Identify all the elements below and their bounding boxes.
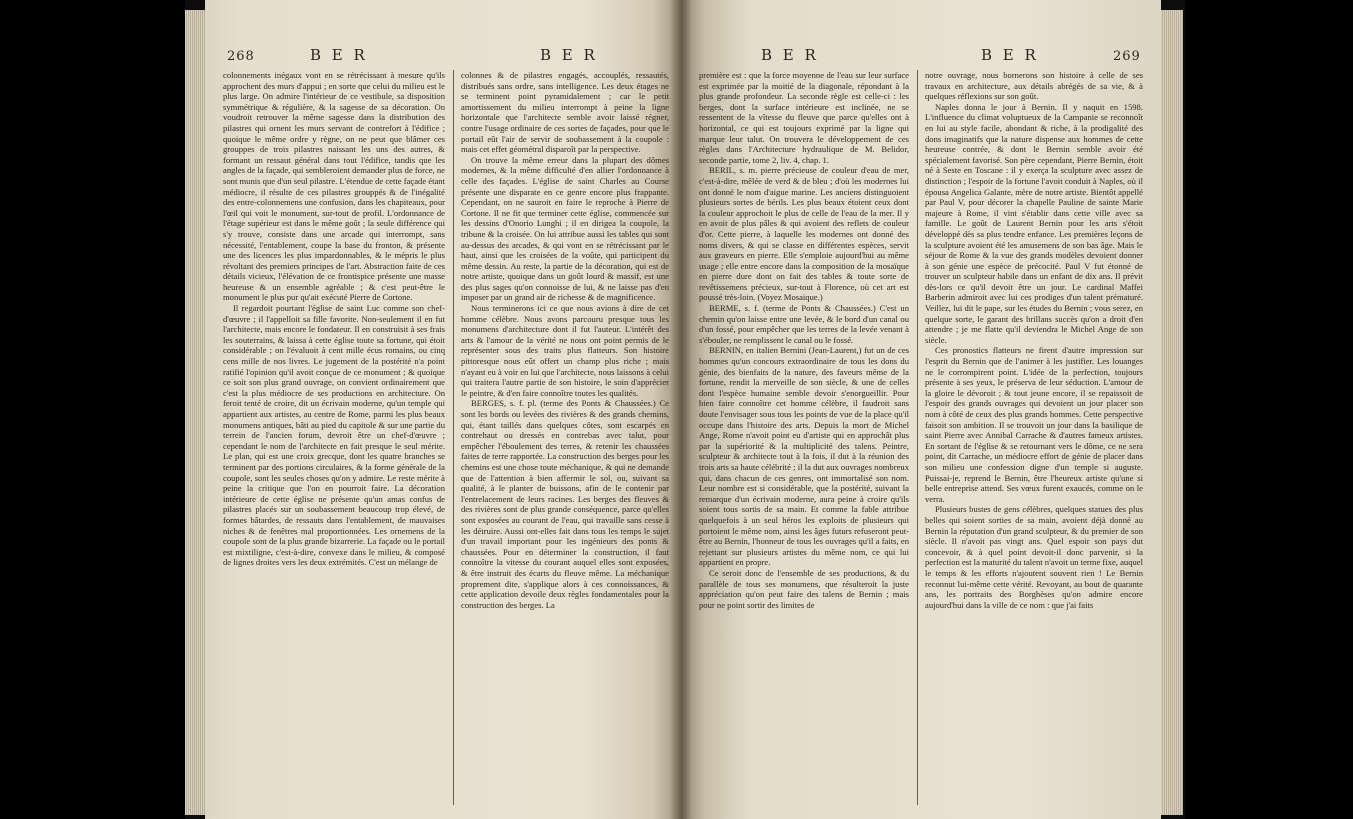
paragraph: BERME, s. f. (terme de Ponts & Chaussées.) C'est un chemin qu'on laisse entre une levée, & le bord d'un canal ou d'un fossé, pour empêcher que les terres de la levée venant à s'ébouler, ne remplissent le canal ou le fossé. [699,303,909,345]
running-header-left: B E R [761,46,819,64]
paragraph: Ces pronostics flatteurs ne firent d'autre impression sur l'esprit du Bernin que de l'animer à les justifier. Les louanges ne le corrompirent point. L'idée de la perfection, toujours présente à ses yeux, le préserva de leur séduction. L'amour de la gloire le dévoroit ; & tout jeune encore, il se repaissoit de l'espoir des grands ouvrages qui devoient un jour placer son nom à côté de ceux des plus grands hommes. Cette perspective faisoit son ambition. Il se trouvoit un jour dans la basilique de saint Pierre avec Annibal Carrache & d'autres fameux artistes. En sortant de l'église & se retournant vers le dôme, ce ne sera point, dit Carrache, un médiocre effort de génie de placer dans son milieu une confession digne d'un temple si auguste. Puissai-je, reprend le Bernin, être l'heureux artiste qu'une si belle entreprise attend. Ses vœux furent exaucés, comme on le verra. [925,345,1143,504]
paragraph: Il regardoit pourtant l'église de saint Luc comme son chef-d'œuvre ; il l'appelloit sa fille favorite. Non-seulement il en fut l'architecte, mais encore le fondateur. Il en construisit à ses frais les souterrains, & laissa à cette église toute sa fortune, qui étoit considérable ; on l'évaluoit à cent mille écus romains, ou cinq cens mille de nos livres. Le jugement de la postérité n'a point ratifié l'opinion qu'il avoit conçue de ce monument ; & quoique ce soit son plus grand ouvrage, on convient ordinairement que c'est la plus médiocre de ses productions en architecture. On feroit tenté de croire, dit un écrivain moderne, qu'un temple qui appartient aux artistes, au centre de Rome, parmi les plus beaux monumens antiques, bâti au pied du capitole & sur une partie du terrein de l'ancien forum, devroit être un chef-d'œuvre ; cependant le nom de l'architecte en fait presque le seul mérite. Le plan, qui est une croix grecque, dont les quatre branches se terminent par des portions circulaires, & la forme générale de la coupole, sont les seules choses qu'on y admire. Le reste mérite à peine la critique que l'on en pourroit faire. La décoration intérieure de cette église ne présente qu'un amas confus de pilastres placés sur un soubassement beaucoup trop élevé, de formes bâtardes, de ressauts dans l'entablement, de mauvaises niches & de fenêtres mal proportionnées. Les ornemens de la coupole sont de la plus grande bizarrerie. La façade ou le portail est mixtiligne, c'est-à-dire, convexe dans le milieu, & composé de lignes droites vers les deux extrémités. C'est un mélange de [223,303,445,568]
paragraph: BERIL, s. m. pierre précieuse de couleur d'eau de mer, c'est-à-dire, mêlée de verd & de bleu ; d'où les modernes lui ont donné le nom d'aigue marine. Les anciens distinguoient plusieurs sortes de bérils. Les plus beaux étoient ceux dont la couleur approchoit le plus de celle de l'eau de la mer. Il y en avoit de plus pâles & qui avoient des reflets de couleur d'or. Cette pierre, à laquelle les modernes ont donné des noms divers, & qui se classe en différentes espèces, servit aux graveurs en pierre. Elle s'emploie aujourd'hui au même usage ; elle entre encore dans la composition de la mosaïque en pierre dure dont on fait des tables & toute sorte de revêtissemens précieux, sur-tout à Florence, où cet art est poussé très-loin. (Voyez Mosaique.) [699,165,909,303]
paragraph: BERNIN, en italien Bernini (Jean-Laurent,) fut un de ces hommes qu'un concours extraordinaire de tous les dons du génie, des bienfaits de la nature, des faveurs même de la fortune, rendit la merveille de son siècle, & une de celles dont l'espèce humaine semble devoir s'enorgueillir. Pour bien faire connoître cet homme célèbre, il faudroit sans doute l'envisager sous tous les points de vue de la place qu'il occupe dans l'histoire des arts. Depuis la mort de Michel Ange, Rome n'avoit point eu d'artiste qui en approchât plus par la supériorité & la multiplicité des talens. Peintre, sculpteur & architecte tout à la fois, il dut à la réunion des trois arts sa haute célébrité ; il la dut aux ouvrages nombreux qui, dans chacun de ces genres, ont immortalisé son nom. Leur nombre est si considérable, que la postérité, suivant la remarque d'un écrivain moderne, aura peine à croire qu'ils soient tous sortis de sa main. Et comme la fable attribue quelquefois à un seul héros les exploits de plusieurs qui portoient le même nom, ainsi les âges futurs refuseront peut-être au Bernin, l'honneur de tous les ouvrages qu'il a faits, en rejettant sur plusieurs artistes du même nom, ce qui lui appartient en propre. [699,345,909,568]
text-column-1 [223,70,445,810]
paragraph: BERGES, s. f. pl. (terme des Ponts & Chaussées.) Ce sont les bords ou levées des rivières & des grands chemins, qui, étant taillés dans quelques côtes, sont escarpés en contrehaut ou dressés en contrebas avec talut, pour empêcher l'éboulement des terres, & retenir les chaussées faites de terre rapportée. La construction des berges pour les chemins est une chose toute méchanique, & qui ne demande que de l'attention à bien affermir le sol, ou, suivant sa qualité, à le planter de buissons, afin de le contenir par l'entrelacement de leurs racines. Les berges des fleuves & des rivières sont de plus grande conséquence, parce qu'elles sont exposées au courant de l'eau, qui travaille sans cesse à les détruire. Aussi ont-elles fait dans tous les temps le sujet d'un travail important pour les ingénieurs des ponts & chaussées. Pour en déterminer la construction, il faut connoître la vitesse du courant auquel elles sont exposées, & être instruit des écarts du fleuve même. La méchanique proprement dite, s'applique alors à ces connoissances, & cette application devoile deux règles fondamentales pour la construction des berges. La [461,398,669,610]
column-rule [453,70,454,805]
page-number: 269 [1113,49,1141,64]
paragraph: colonnes & de pilastres engagés, accouplés, ressautés, distribués sans ordre, sans intelligence. Les deux étages ne se terminent point pyramidalement ; car le petit amortissement du milieu interrompt à peine la ligne horizontale que l'architecte semble avoir laissé régner, contre l'usage ordinaire de ces sortes de façades, pour que le portail eût l'air de servir de soubassement à la coupole : mais cet effet géométral disparoît par la perspective. [461,70,669,155]
column-rule [917,70,918,805]
paragraph: Nous terminerons ici ce que nous avions à dire de cet homme célèbre. Nous avons parcouru presque tous les monumens d'architecture dont il fut l'auteur. L'intérêt des arts & l'amour de la vérité ne nous ont point permis de le représenter sous des traits plus flatteurs. Son histoire pittoresque nous eût offert un champ plus riche ; mais n'ayant eu à voir en lui que l'architecte, nous laissons à celui qui traitera l'autre partie de son histoire, le soin d'apprécier le peintre, & d'en faire connoître toutes les qualités. [461,303,669,398]
page-number: 268 [227,49,255,64]
paragraph: On trouve la même erreur dans la plupart des dômes modernes, & la même difficulté d'en allier l'ordonnance à celle des façades. L'église de saint Charles au Course présente une disparate en ce genre encore plus frappante. Cependant, on ne sauroit en faire le reproche à Pierre de Cortone. Il ne fit que terminer cette église, commencée sur les dessins d'Onorio Lunghi ; il en dirigea la coupole, la tribune & la croisée. On lui attribue aussi les tables qui sont au-dessus des arcades, & qui vont en se rétrécissant par le haut, ainsi que les croisées de la voûte, qui participent du même dessin. Au reste, la partie de la décoration, qui est de notre artiste, quoique dans un goût lourd & massif, est une des plus sages qu'on connoisse de lui, & ne laisse pas d'en imposer par un grand air de richesse & de magnificence. [461,154,669,303]
paragraph: notre ouvrage, nous bornerons son histoire à celle de ses travaux en architecture, aux détails abrégés de sa vie, & à quelques réflexions sur son goût. [925,70,1143,102]
paragraph: Plusieurs bustes de gens célèbres, quelques statues des plus belles qui soient sorties de sa main, avoient déjà donné au Bernin la réputation d'un grand sculpteur, & du premier de son siècle. Il n'avoit pas vingt ans. Quel espoir son pays dut concevoir, & à quel point devoit-il donc parvenir, si la perfection est la maturité du talent n'avoit un terme fixe, auquel le temps & les efforts n'ajoutent souvent rien ! Le Bernin reconnut lui-même cette vérité. Revoyant, au bout de quarante ans, les portraits des Borghèses qu'on admire encore aujourd'hui dans la ville de ce nom : que j'ai faits [925,504,1143,610]
text-column-2 [925,70,1143,810]
paragraph: Naples donna le jour à Bernin. Il y naquit en 1598. L'influence du climat voluptueux de la Campanie se reconnoît en lui au style facile, abondant & riche, à la prodigalité des dons imaginatifs que la nature dispense aux hommes de cette heureuse contrée, & dont le Bernin semble avoir été spécialement favorisé. Son père cependant, Pierre Bernin, étoit né à Seste en Toscane : il y exerça la sculpture avec assez de distinction ; l'espoir de la fortune l'avoit conduit à Naples, où il épousa Angelica Galante, mère de notre artiste. Bientôt appellé par Paul V, pour décorer la chapelle Pauline de sainte Marie majeure à Rome, il vint s'établir dans cette ville avec sa famille. Le goût de Laurent Bernin pour les arts s'étoit développé dès sa plus tendre enfance. Les premières leçons de la sculpture avoient été les amusemens de son bas âge. Mais le séjour de Rome & la vue des grands modèles devoient donner à son génie une espèce de précocité. Paul V fut étonné de trouver un sculpteur habile dans un enfant de dix ans. Il prévit dès-lors ce qu'il devoit être un jour. Le cardinal Maffei Barberin admiroit avec lui ces prodiges d'un talent prématuré. Veillez, lui dit le pape, sur les études du Bernin ; vous serez, en quelque sorte, le garant des brillans succès qu'on a droit d'en attendre ; je me flatte qu'il deviendra le Michel Ange de son siècle. [925,101,1143,345]
paragraph: première est : que la force moyenne de l'eau sur leur surface est exprimée par la moitié de la diagonale, répondant à la plus grande profondeur. La seconde règle est celle-ci : les berges, dont la surface intérieure est inclinée, ne se ressentent de la vîtesse du fleuve que parce qu'elles ont à horizontal, ce qui est toujours exprimé par la ligne qui marque leur talut. On trouvera le développement de ces règles dans l'Architecture hydraulique de M. Belidor, seconde partie, tome 2, liv. 4, chap. 1. [699,70,909,165]
running-header-right: B E R [540,46,598,64]
right-page [681,0,1161,819]
paragraph: colonnements inégaux vont en se rétrécissant à mesure qu'ils approchent des murs d'appui ; en sorte que celui du milieu est le plus large. On admire l'intérieur de ce vestibule, sa disposition symmétrique & régulière, & la sagesse de sa décoration. On voudroit retrouver la même sagesse dans la distribution des pilastres qui ornent les murs servant de contrefort à l'édifice ; quoique le même ordre y règne, on ne peut que blâmer ces grouppes de trois pilastres naissant les uns des autres, & formant un ressaut général dans tout l'édifice, tandis que les angles de la façade, qui sembleroient demander plus de force, ne sont munis que d'un seul pilastre. L'étendue de cette façade étant médiocre, il résulte de ces pilastres grouppés & de l'inégalité des entre-colonnemens une confusion, dans les chapiteaux, pour l'œil qui voit le monument, sur-tout de profil. L'ordonnance de l'étage supérieur est dans le même goût ; la seule différence qui s'y trouve, consiste dans une arcade qui interrompt, sans nécessité, l'entablement, coupe la base du fronton, & présente une des licences les plus impardonnables, & le mépris le plus révoltant des premiers principes de l'art. Abstraction faite de ces détails vicieux, l'élévation de ce frontispice présente une masse heureuse & un ensemble agréable ; & c'est peut-être le monument le plus pur qu'ait exécuté Pierre de Cortone. [223,70,445,303]
text-column-1 [699,70,909,810]
text-column-2 [461,70,669,810]
book-gutter [670,0,692,819]
running-header-left: B E R [310,46,368,64]
left-page [205,0,681,819]
running-header-right: B E R [981,46,1039,64]
paragraph: Ce seroit donc de l'ensemble de ses productions, & du parallèle de tous ses monumens, que résulteroit la juste appréciation qu'on peut faire des talens de Bernin ; mais pour ne point sortir des limites de [699,567,909,610]
